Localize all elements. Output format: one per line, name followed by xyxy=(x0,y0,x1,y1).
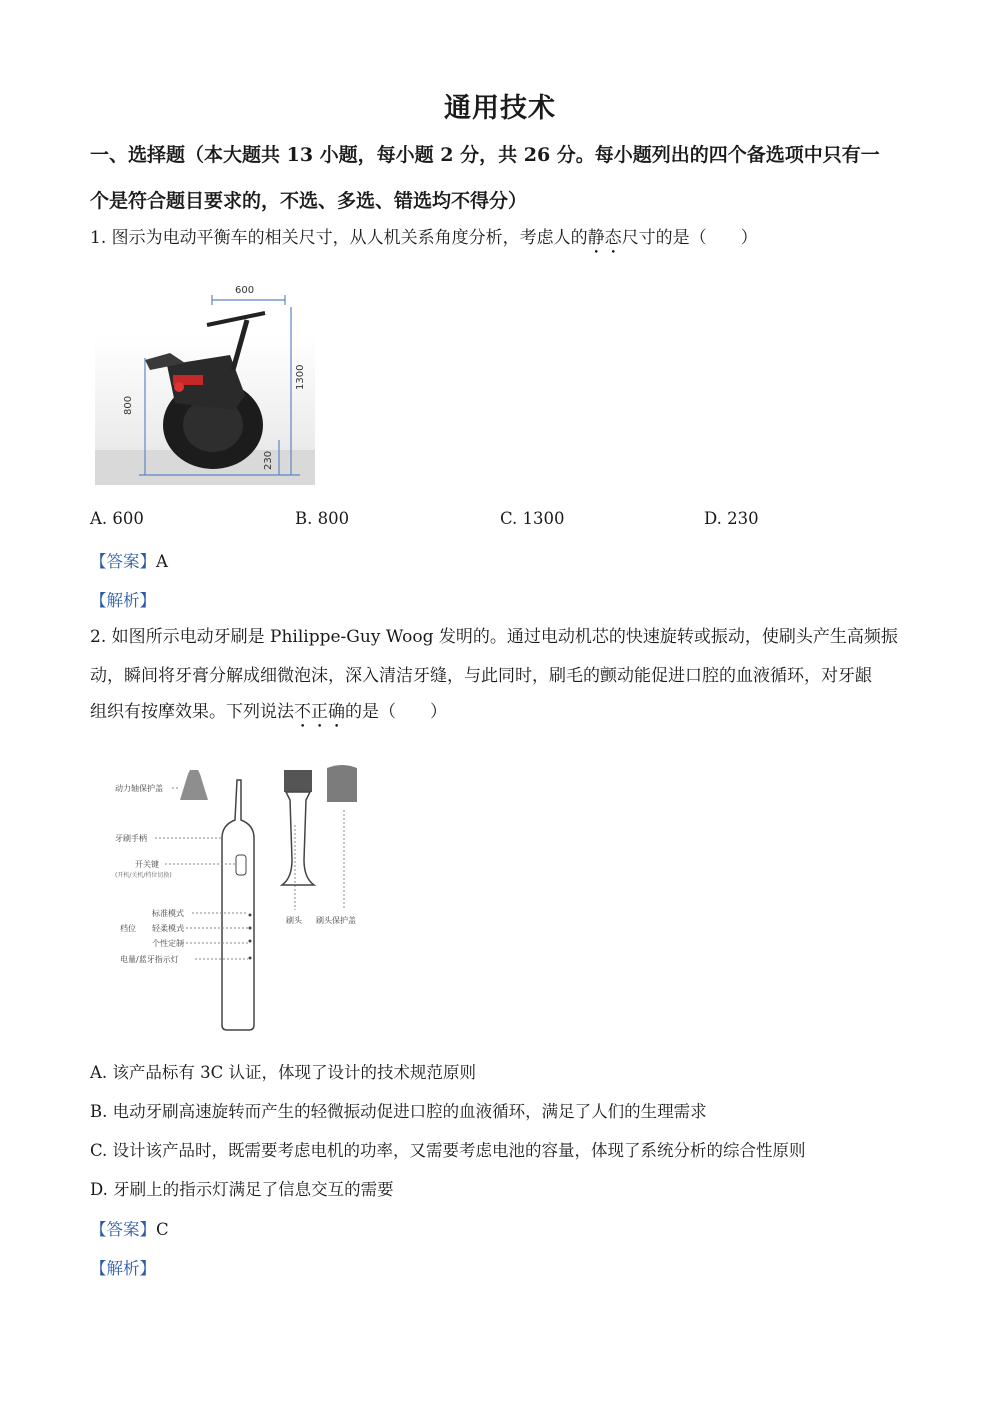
section-heading-line1: 一、选择题（本大题共 13 小题，每小题 2 分，共 26 分。每小题列出的四个备选项中只有一 xyxy=(90,144,880,166)
label-mode-custom: 个性定制 xyxy=(152,939,184,948)
q2-stem-line1: 2. 如图所示电动牙刷是 Philippe-Guy Woog 发明的。通过电动机芯的快速旋转或振动，使刷头产生高频振 xyxy=(90,627,898,647)
label-switch: 开关键 xyxy=(135,860,159,869)
q2-stem-after: 的是（ ） xyxy=(345,702,447,722)
q1-stem-emphasis: 静态 xyxy=(587,228,622,248)
label-mode-standard: 标准模式 xyxy=(152,909,184,918)
label-cap: 动力轴保护盖 xyxy=(115,784,163,793)
balance-bike-figure xyxy=(95,275,315,485)
section-heading-line2: 个是符合题目要求的，不选、多选、错选均不得分） xyxy=(90,190,528,212)
q1-answer xyxy=(90,548,168,572)
q2-answer xyxy=(90,1216,169,1240)
label-brush-head: 刷头 xyxy=(286,916,302,925)
q2-option-c: C. 设计该产品时，既需要考虑电机的功率，又需要考虑电池的容量，体现了系统分析的综合性原则 xyxy=(90,1141,806,1160)
q2-stem-emphasis: 不正确 xyxy=(294,702,345,722)
dim-label-right: 1300 xyxy=(295,364,306,390)
label-head-cap: 刷头保护盖 xyxy=(316,916,356,925)
q1-option-c: C. 1300 xyxy=(500,509,565,528)
toothbrush-figure xyxy=(110,760,380,1035)
q1-option-a: A. 600 xyxy=(90,509,144,528)
q1-answer-value: A xyxy=(156,552,168,571)
q1-option-d: D. 230 xyxy=(704,509,759,528)
q1-stem-before: 1. 图示为电动平衡车的相关尺寸，从人机关系角度分析，考虑人的 xyxy=(90,228,588,248)
dim-label-bottom: 230 xyxy=(263,450,274,470)
q2-option-a: A. 该产品标有 3C 认证，体现了设计的技术规范原则 xyxy=(90,1063,477,1082)
q2-answer-label: 【答案】 xyxy=(90,1220,156,1239)
label-handle: 牙刷手柄 xyxy=(115,834,147,843)
q2-stem-before: 组织有按摩效果。下列说法 xyxy=(90,702,294,722)
q1-analysis-label: 【解析】 xyxy=(90,591,156,610)
dim-label-top: 600 xyxy=(235,285,255,296)
q2-answer-value: C xyxy=(156,1220,169,1239)
q2-option-b: B. 电动牙刷高速旋转而产生的轻微振动促进口腔的血液循环，满足了人们的生理需求 xyxy=(90,1102,707,1121)
label-mode-gentle: 轻柔模式 xyxy=(152,924,184,933)
q1-option-b: B. 800 xyxy=(295,509,350,528)
q2-analysis-label: 【解析】 xyxy=(90,1259,156,1278)
label-switch-sub: (开机/关机/档位切换) xyxy=(115,872,172,879)
label-gear: 档位 xyxy=(120,924,136,933)
q1-answer-label: 【答案】 xyxy=(90,552,156,571)
page-title: 通用技术 xyxy=(444,93,556,124)
dim-label-left: 800 xyxy=(123,395,134,415)
label-indicator: 电量/蓝牙指示灯 xyxy=(120,955,179,964)
q1-stem-after: 尺寸的是（ ） xyxy=(621,228,758,248)
q2-stem-line3 xyxy=(90,692,910,732)
q2-stem-line2: 动，瞬间将牙膏分解成细微泡沫，深入清洁牙缝，与此同时，刷毛的颤动能促进口腔的血液循环，对牙龈 xyxy=(90,666,872,686)
q1-stem xyxy=(90,218,910,258)
q2-option-d: D. 牙刷上的指示灯满足了信息交互的需要 xyxy=(90,1180,394,1199)
